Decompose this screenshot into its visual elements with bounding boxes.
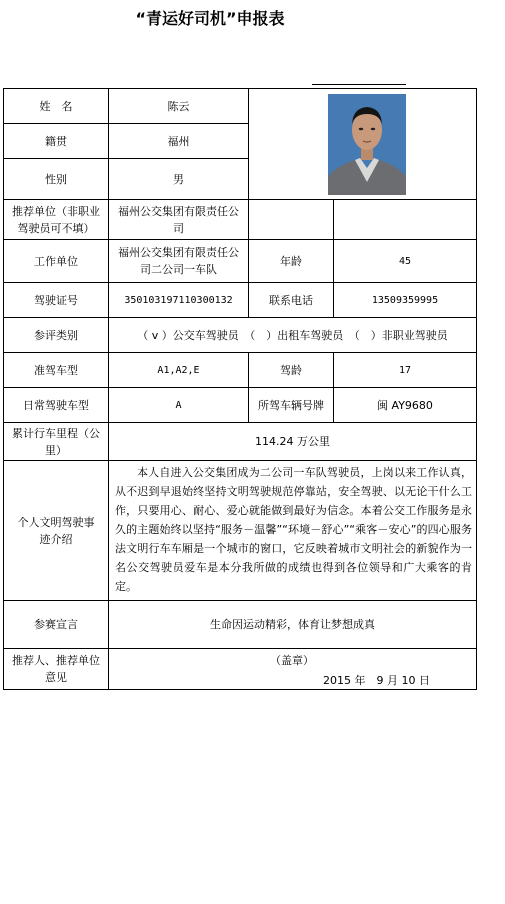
recommend-blank-2 bbox=[333, 199, 476, 239]
native-value: 福州 bbox=[108, 123, 248, 158]
vehicle-type-label: 准驾车型 bbox=[3, 352, 108, 387]
title-rule bbox=[312, 84, 406, 85]
gender-value: 男 bbox=[108, 158, 248, 199]
date-text: 2015 年 9 月 10 日 bbox=[323, 674, 430, 687]
age-label: 年龄 bbox=[248, 239, 333, 282]
work-value: 福州公交集团有限责任公司二公司一车队 bbox=[108, 239, 248, 282]
mileage-label: 累计行车里程（公里） bbox=[3, 422, 108, 460]
license-value: 350103197110300132 bbox=[108, 282, 248, 317]
form-title: “青运好司机”申报表 bbox=[135, 9, 285, 28]
years-value: 17 bbox=[333, 352, 476, 387]
years-label: 驾龄 bbox=[248, 352, 333, 387]
table-right-border bbox=[476, 88, 477, 689]
phone-label: 联系电话 bbox=[248, 282, 333, 317]
table-bottom-border bbox=[3, 689, 477, 690]
mileage-value: 114.24 万公里 bbox=[108, 422, 476, 460]
recommend-label: 推荐单位（非职业驾驶员可不填） bbox=[3, 199, 108, 239]
recommend-value: 福州公交集团有限责任公司 bbox=[108, 199, 248, 239]
recommend-blank-1 bbox=[248, 199, 333, 239]
work-label: 工作单位 bbox=[3, 239, 108, 282]
license-label: 驾驶证号 bbox=[3, 282, 108, 317]
motto-value: 生命因运动精彩，体育让梦想成真 bbox=[108, 600, 476, 648]
phone-value: 13509359995 bbox=[333, 282, 476, 317]
applicant-photo bbox=[328, 94, 406, 195]
name-label: 姓 名 bbox=[3, 88, 108, 123]
native-label: 籍贯 bbox=[3, 123, 108, 158]
plate-label: 所驾车辆号牌 bbox=[248, 387, 333, 422]
bio-label: 个人文明驾驶事迹介绍 bbox=[3, 460, 108, 600]
name-value: 陈云 bbox=[108, 88, 248, 123]
vehicle-type-value: A1,A2,E bbox=[108, 352, 248, 387]
category-label: 参评类别 bbox=[3, 317, 108, 352]
daily-type-label: 日常驾驶车型 bbox=[3, 387, 108, 422]
bio-text: 本人自进入公交集团成为二公司一车队驾驶员，上岗以来工作认真，从不迟到早退始终坚持文明驾驶规范停靠站，安全驾驶、以无论干什么工作，只要用心、耐心、爱心就能做到最好为信念。本着公交工作服务是永久的主题始终以坚持“服务－温馨”“环境－舒心”“乘客－安心”的四心服务法文明行车车厢是一个城市的窗口，它反映着城市文明社会的新貌作为一名公交驾驶员爱车是本分我所做的成绩也得到各位领导和广大乘客的肯定。 bbox=[108, 460, 476, 600]
motto-label: 参赛宣言 bbox=[3, 600, 108, 648]
sign-label: 推荐人、推荐单位意见 bbox=[3, 648, 108, 689]
category-value: （ v ）公交车驾驶员 （ ）出租车驾驶员 （ ）非职业驾驶员 bbox=[108, 317, 476, 352]
stamp-text: （盖章） bbox=[270, 654, 314, 667]
plate-value: 闽 AY9680 bbox=[333, 387, 476, 422]
age-value: 45 bbox=[333, 239, 476, 282]
daily-type-value: A bbox=[108, 387, 248, 422]
gender-label: 性别 bbox=[3, 158, 108, 199]
